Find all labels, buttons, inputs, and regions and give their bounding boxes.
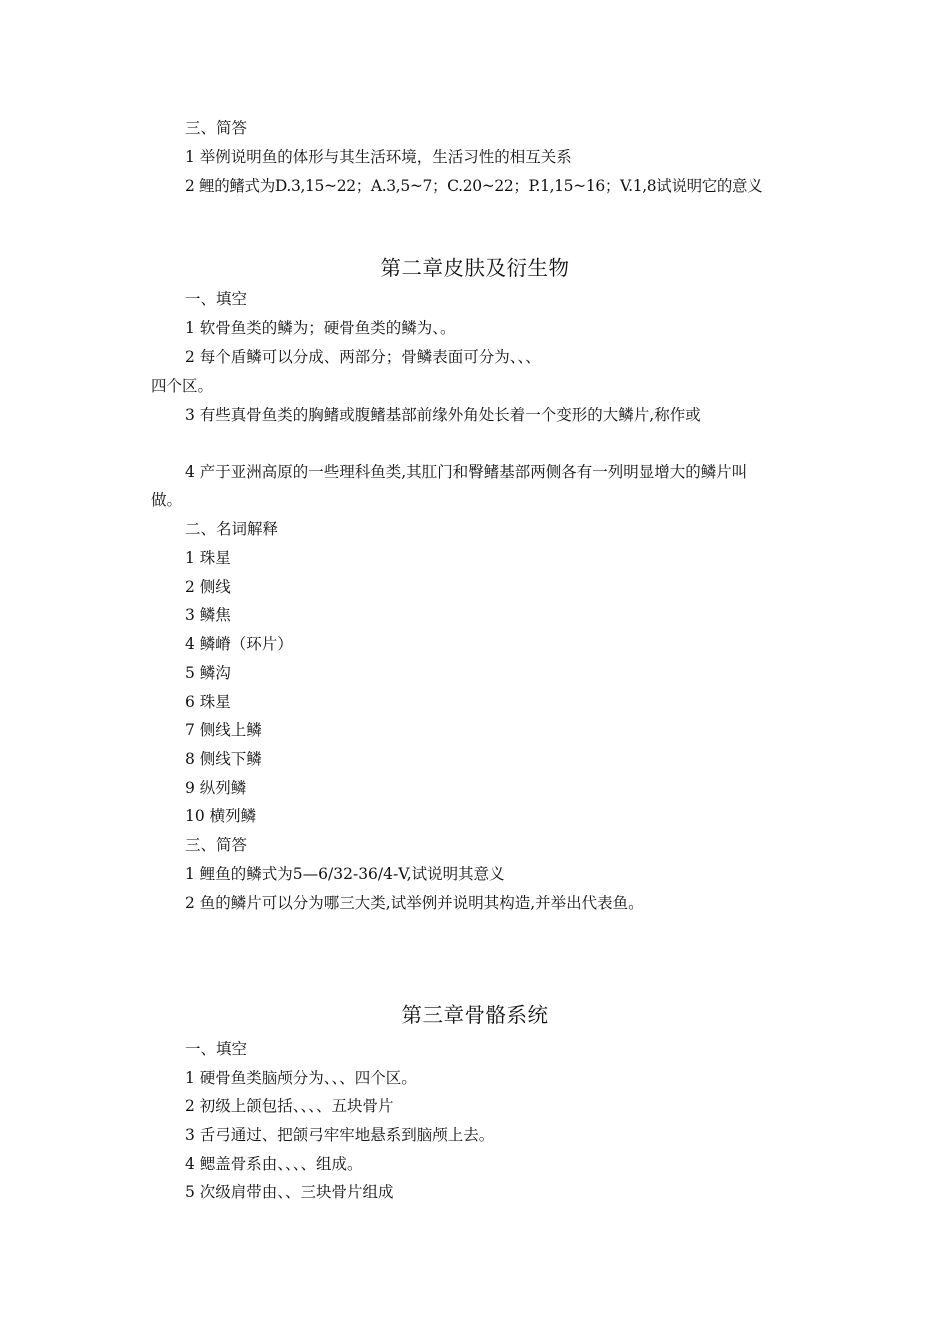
term-item: 7 侧线上鳞 bbox=[185, 721, 262, 739]
question-item-continuation: 四个区。 bbox=[151, 377, 214, 395]
term-item: 3 鳞焦 bbox=[185, 606, 231, 624]
question-item: 4 产于亚洲高原的一些理科鱼类,其肛门和臀鳍基部两侧各有一列明显增大的鳞片叫 bbox=[185, 463, 748, 481]
term-item: 5 鳞沟 bbox=[185, 664, 231, 682]
chapter-title: 第三章骨骼系统 bbox=[401, 1003, 549, 1027]
question-item: 1 硬骨鱼类脑颅分为、、、四个区。 bbox=[185, 1069, 417, 1087]
question-item: 2 鱼的鳞片可以分为哪三大类,试举例并说明其构造,并举出代表鱼。 bbox=[185, 894, 644, 912]
question-item-continuation: 做。 bbox=[151, 491, 183, 509]
question-item: 2 每个盾鳞可以分成、两部分；骨鳞表面可分为、、、 bbox=[185, 348, 541, 366]
section-heading-short-answer: 三、简答 bbox=[185, 836, 248, 854]
term-item: 2 侧线 bbox=[185, 578, 231, 596]
term-item: 4 鳞嵴（环片） bbox=[185, 635, 293, 653]
question-item: 1 举例说明鱼的体形与其生活环境，生活习性的相互关系 bbox=[185, 148, 572, 166]
question-item: 1 鲤鱼的鳞式为5—6/32-36/4-V,试说明其意义 bbox=[185, 865, 505, 883]
chapter-title: 第二章皮肤及衍生物 bbox=[380, 256, 570, 280]
question-item: 2 初级上颌包括、、、、五块骨片 bbox=[185, 1097, 394, 1115]
term-item: 1 珠星 bbox=[185, 549, 231, 567]
term-item: 8 侧线下鳞 bbox=[185, 750, 262, 768]
question-item: 3 有些真骨鱼类的胸鳍或腹鳍基部前缘外角处长着一个变形的大鳞片,称作或 bbox=[185, 406, 701, 424]
question-item: 5 次级肩带由、、三块骨片组成 bbox=[185, 1183, 394, 1201]
section-heading-fill-blank: 一、填空 bbox=[185, 1040, 248, 1058]
question-item: 3 舌弓通过、把颌弓牢牢地悬系到脑颅上去。 bbox=[185, 1126, 495, 1144]
section-heading-fill-blank: 一、填空 bbox=[185, 290, 248, 308]
section-heading-short-answer: 三、简答 bbox=[185, 119, 248, 137]
question-item: 1 软骨鱼类的鳞为；硬骨鱼类的鳞为、。 bbox=[185, 319, 456, 337]
question-item: 2 鲤的鳍式为D.3,15~22；A.3,5~7；C.20~22；P.1,15~16；V.1,8试说明它的意义 bbox=[185, 177, 763, 195]
question-item: 4 鳃盖骨系由、、、、组成。 bbox=[185, 1155, 363, 1173]
term-item: 10 横列鳞 bbox=[185, 807, 257, 825]
section-heading-terms: 二、名词解释 bbox=[185, 520, 279, 538]
term-item: 9 纵列鳞 bbox=[185, 779, 247, 797]
term-item: 6 珠星 bbox=[185, 693, 231, 711]
